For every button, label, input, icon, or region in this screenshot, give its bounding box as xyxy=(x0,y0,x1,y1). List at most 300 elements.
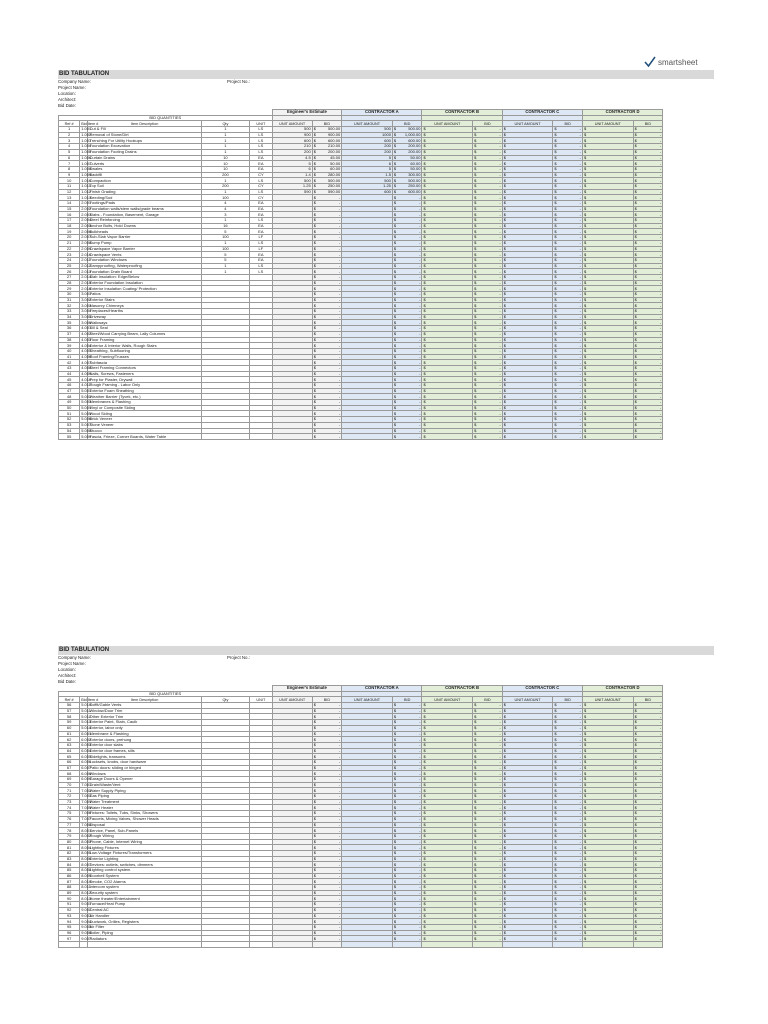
contractor-c-unit-amount[interactable]: $ xyxy=(502,868,553,874)
contractor-a-unit-amount[interactable]: 200 xyxy=(342,149,393,155)
contractor-d-unit-amount[interactable]: $ xyxy=(582,172,633,178)
estimate-unit-amount[interactable]: 4.5 xyxy=(272,155,312,161)
contractor-b-unit-amount[interactable]: $ xyxy=(422,274,473,280)
contractor-b-unit-amount[interactable]: $ xyxy=(422,754,473,760)
contractor-b-unit-amount[interactable]: $ xyxy=(422,206,473,212)
contractor-a-unit-amount[interactable]: 1000 xyxy=(342,132,393,138)
contractor-c-unit-amount[interactable]: $ xyxy=(502,913,553,919)
contractor-c-unit-amount[interactable]: $ xyxy=(502,178,553,184)
contractor-d-unit-amount[interactable]: $ xyxy=(582,377,633,383)
contractor-d-unit-amount[interactable]: $ xyxy=(582,862,633,868)
contractor-c-unit-amount[interactable]: $ xyxy=(502,195,553,201)
contractor-b-unit-amount[interactable]: $ xyxy=(422,765,473,771)
contractor-d-unit-amount[interactable]: $ xyxy=(582,720,633,726)
contractor-b-unit-amount[interactable]: $ xyxy=(422,833,473,839)
contractor-d-unit-amount[interactable]: $ xyxy=(582,845,633,851)
contractor-b-unit-amount[interactable]: $ xyxy=(422,377,473,383)
contractor-a-unit-amount[interactable]: 5 xyxy=(342,166,393,172)
contractor-c-unit-amount[interactable]: $ xyxy=(502,737,553,743)
contractor-d-unit-amount[interactable]: $ xyxy=(582,856,633,862)
contractor-d-unit-amount[interactable]: $ xyxy=(582,731,633,737)
contractor-b-unit-amount[interactable]: $ xyxy=(422,725,473,731)
contractor-c-unit-amount[interactable]: $ xyxy=(502,240,553,246)
contractor-d-unit-amount[interactable]: $ xyxy=(582,417,633,423)
estimate-unit-amount[interactable]: 5 xyxy=(272,161,312,167)
contractor-d-unit-amount[interactable]: $ xyxy=(582,144,633,150)
contractor-d-unit-amount[interactable]: $ xyxy=(582,725,633,731)
estimate-unit-amount[interactable]: 500 xyxy=(272,127,312,133)
contractor-c-unit-amount[interactable]: $ xyxy=(502,885,553,891)
contractor-c-unit-amount[interactable]: $ xyxy=(502,822,553,828)
contractor-b-unit-amount[interactable]: $ xyxy=(422,371,473,377)
contractor-c-unit-amount[interactable]: $ xyxy=(502,902,553,908)
contractor-c-unit-amount[interactable]: $ xyxy=(502,331,553,337)
contractor-b-unit-amount[interactable]: $ xyxy=(422,320,473,326)
contractor-d-unit-amount[interactable]: $ xyxy=(582,229,633,235)
contractor-d-unit-amount[interactable]: $ xyxy=(582,890,633,896)
contractor-c-unit-amount[interactable]: $ xyxy=(502,229,553,235)
contractor-b-unit-amount[interactable]: $ xyxy=(422,816,473,822)
contractor-d-unit-amount[interactable]: $ xyxy=(582,348,633,354)
contractor-c-unit-amount[interactable]: $ xyxy=(502,314,553,320)
contractor-d-unit-amount[interactable]: $ xyxy=(582,703,633,709)
contractor-b-unit-amount[interactable]: $ xyxy=(422,799,473,805)
contractor-b-unit-amount[interactable]: $ xyxy=(422,178,473,184)
contractor-b-unit-amount[interactable]: $ xyxy=(422,331,473,337)
estimate-unit-amount[interactable]: 900 xyxy=(272,132,312,138)
contractor-b-unit-amount[interactable]: $ xyxy=(422,337,473,343)
contractor-a-unit-amount[interactable]: 200 xyxy=(342,144,393,150)
contractor-c-unit-amount[interactable]: $ xyxy=(502,714,553,720)
contractor-c-unit-amount[interactable]: $ xyxy=(502,845,553,851)
contractor-c-unit-amount[interactable]: $ xyxy=(502,274,553,280)
contractor-c-unit-amount[interactable]: $ xyxy=(502,777,553,783)
contractor-b-unit-amount[interactable]: $ xyxy=(422,189,473,195)
contractor-a-unit-amount[interactable]: 6 xyxy=(342,161,393,167)
contractor-b-unit-amount[interactable]: $ xyxy=(422,195,473,201)
contractor-b-unit-amount[interactable]: $ xyxy=(422,252,473,258)
contractor-b-unit-amount[interactable]: $ xyxy=(422,172,473,178)
estimate-unit-amount[interactable]: 1.25 xyxy=(272,183,312,189)
estimate-unit-amount[interactable]: 500 xyxy=(272,178,312,184)
contractor-b-unit-amount[interactable]: $ xyxy=(422,777,473,783)
contractor-c-unit-amount[interactable]: $ xyxy=(502,252,553,258)
contractor-c-unit-amount[interactable]: $ xyxy=(502,343,553,349)
contractor-d-unit-amount[interactable]: $ xyxy=(582,771,633,777)
contractor-b-unit-amount[interactable]: $ xyxy=(422,229,473,235)
contractor-b-unit-amount[interactable]: $ xyxy=(422,936,473,942)
contractor-c-unit-amount[interactable]: $ xyxy=(502,127,553,133)
contractor-c-unit-amount[interactable]: $ xyxy=(502,703,553,709)
contractor-c-unit-amount[interactable]: $ xyxy=(502,263,553,269)
contractor-b-unit-amount[interactable]: $ xyxy=(422,166,473,172)
contractor-b-unit-amount[interactable]: $ xyxy=(422,280,473,286)
contractor-d-bid[interactable] xyxy=(633,434,663,440)
contractor-b-unit-amount[interactable]: $ xyxy=(422,839,473,845)
contractor-b-unit-amount[interactable]: $ xyxy=(422,383,473,389)
contractor-b-unit-amount[interactable]: $ xyxy=(422,223,473,229)
contractor-c-unit-amount[interactable]: $ xyxy=(502,309,553,315)
contractor-c-unit-amount[interactable]: $ xyxy=(502,879,553,885)
contractor-d-unit-amount[interactable]: $ xyxy=(582,839,633,845)
contractor-d-unit-amount[interactable]: $ xyxy=(582,183,633,189)
contractor-c-unit-amount[interactable]: $ xyxy=(502,862,553,868)
contractor-d-unit-amount[interactable]: $ xyxy=(582,708,633,714)
contractor-d-unit-amount[interactable]: $ xyxy=(582,737,633,743)
contractor-d-unit-amount[interactable]: $ xyxy=(582,794,633,800)
contractor-b-unit-amount[interactable]: $ xyxy=(422,212,473,218)
contractor-c-unit-amount[interactable]: $ xyxy=(502,132,553,138)
contractor-b-unit-amount[interactable]: $ xyxy=(422,161,473,167)
contractor-d-unit-amount[interactable]: $ xyxy=(582,405,633,411)
contractor-d-unit-amount[interactable]: $ xyxy=(582,411,633,417)
contractor-d-unit-amount[interactable]: $ xyxy=(582,365,633,371)
contractor-b-unit-amount[interactable]: $ xyxy=(422,257,473,263)
contractor-b-unit-amount[interactable]: $ xyxy=(422,411,473,417)
contractor-d-unit-amount[interactable]: $ xyxy=(582,394,633,400)
contractor-c-unit-amount[interactable]: $ xyxy=(502,754,553,760)
contractor-d-unit-amount[interactable]: $ xyxy=(582,297,633,303)
contractor-b-unit-amount[interactable]: $ xyxy=(422,788,473,794)
contractor-c-unit-amount[interactable]: $ xyxy=(502,212,553,218)
contractor-d-unit-amount[interactable]: $ xyxy=(582,924,633,930)
contractor-c-unit-amount[interactable]: $ xyxy=(502,742,553,748)
contractor-b-unit-amount[interactable]: $ xyxy=(422,132,473,138)
contractor-c-unit-amount[interactable]: $ xyxy=(502,765,553,771)
contractor-b-unit-amount[interactable]: $ xyxy=(422,235,473,241)
contractor-d-unit-amount[interactable]: $ xyxy=(582,833,633,839)
contractor-c-unit-amount[interactable]: $ xyxy=(502,924,553,930)
contractor-c-unit-amount[interactable]: $ xyxy=(502,411,553,417)
contractor-b-unit-amount[interactable]: $ xyxy=(422,828,473,834)
contractor-c-unit-amount[interactable]: $ xyxy=(502,799,553,805)
contractor-b-unit-amount[interactable]: $ xyxy=(422,138,473,144)
contractor-c-unit-amount[interactable]: $ xyxy=(502,811,553,817)
contractor-c-unit-amount[interactable]: $ xyxy=(502,873,553,879)
contractor-b-unit-amount[interactable]: $ xyxy=(422,924,473,930)
contractor-c-unit-amount[interactable]: $ xyxy=(502,839,553,845)
contractor-d-unit-amount[interactable]: $ xyxy=(582,166,633,172)
contractor-c-unit-amount[interactable]: $ xyxy=(502,782,553,788)
contractor-d-unit-amount[interactable]: $ xyxy=(582,714,633,720)
contractor-d-unit-amount[interactable]: $ xyxy=(582,388,633,394)
contractor-b-unit-amount[interactable]: $ xyxy=(422,822,473,828)
contractor-d-unit-amount[interactable]: $ xyxy=(582,748,633,754)
contractor-a-unit-amount[interactable] xyxy=(342,941,393,947)
contractor-b-bid[interactable] xyxy=(473,434,503,440)
contractor-d-unit-amount[interactable]: $ xyxy=(582,331,633,337)
contractor-a-unit-amount[interactable]: 500 xyxy=(342,178,393,184)
contractor-d-unit-amount[interactable]: $ xyxy=(582,902,633,908)
contractor-c-bid[interactable] xyxy=(553,434,583,440)
contractor-c-unit-amount[interactable]: $ xyxy=(502,297,553,303)
contractor-b-unit-amount[interactable]: $ xyxy=(422,714,473,720)
estimate-unit-amount[interactable]: 1.4 xyxy=(272,172,312,178)
contractor-b-unit-amount[interactable]: $ xyxy=(422,811,473,817)
contractor-c-unit-amount[interactable]: $ xyxy=(502,794,553,800)
contractor-d-unit-amount[interactable]: $ xyxy=(582,206,633,212)
contractor-c-unit-amount[interactable]: $ xyxy=(502,337,553,343)
contractor-c-unit-amount[interactable]: $ xyxy=(502,280,553,286)
contractor-d-unit-amount[interactable]: $ xyxy=(582,212,633,218)
contractor-b-unit-amount[interactable]: $ xyxy=(422,782,473,788)
contractor-d-unit-amount[interactable]: $ xyxy=(582,873,633,879)
contractor-c-unit-amount[interactable]: $ xyxy=(502,936,553,942)
contractor-d-unit-amount[interactable]: $ xyxy=(582,337,633,343)
contractor-c-unit-amount[interactable]: $ xyxy=(502,218,553,224)
contractor-d-unit-amount[interactable]: $ xyxy=(582,885,633,891)
contractor-d-unit-amount[interactable]: $ xyxy=(582,161,633,167)
contractor-c-unit-amount[interactable]: $ xyxy=(502,896,553,902)
contractor-c-unit-amount[interactable]: $ xyxy=(502,720,553,726)
contractor-c-unit-amount[interactable]: $ xyxy=(502,708,553,714)
contractor-d-unit-amount[interactable]: $ xyxy=(582,257,633,263)
contractor-c-unit-amount[interactable]: $ xyxy=(502,428,553,434)
contractor-b-unit-amount[interactable]: $ xyxy=(422,303,473,309)
contractor-d-unit-amount[interactable]: $ xyxy=(582,320,633,326)
contractor-c-unit-amount[interactable]: $ xyxy=(502,434,553,440)
contractor-d-unit-amount[interactable]: $ xyxy=(582,269,633,275)
contractor-b-unit-amount[interactable]: $ xyxy=(422,144,473,150)
contractor-b-unit-amount[interactable]: $ xyxy=(422,127,473,133)
contractor-d-unit-amount[interactable]: $ xyxy=(582,132,633,138)
contractor-b-unit-amount[interactable]: $ xyxy=(422,286,473,292)
contractor-c-unit-amount[interactable]: $ xyxy=(502,833,553,839)
estimate-unit-amount[interactable]: 200 xyxy=(272,149,312,155)
estimate-unit-amount[interactable] xyxy=(272,941,312,947)
contractor-d-unit-amount[interactable]: $ xyxy=(582,868,633,874)
estimate-unit-amount[interactable]: 6 xyxy=(272,166,312,172)
contractor-b-unit-amount[interactable]: $ xyxy=(422,394,473,400)
contractor-c-unit-amount[interactable]: $ xyxy=(502,930,553,936)
contractor-a-unit-amount[interactable]: 500 xyxy=(342,127,393,133)
contractor-b-unit-amount[interactable]: $ xyxy=(422,292,473,298)
contractor-c-unit-amount[interactable]: $ xyxy=(502,365,553,371)
contractor-b-unit-amount[interactable]: $ xyxy=(422,737,473,743)
contractor-b-unit-amount[interactable]: $ xyxy=(422,703,473,709)
contractor-c-unit-amount[interactable]: $ xyxy=(502,206,553,212)
contractor-a-unit-amount[interactable]: 1.25 xyxy=(342,183,393,189)
contractor-c-unit-amount[interactable]: $ xyxy=(502,383,553,389)
contractor-b-unit-amount[interactable]: $ xyxy=(422,326,473,332)
contractor-c-unit-amount[interactable]: $ xyxy=(502,816,553,822)
contractor-d-unit-amount[interactable]: $ xyxy=(582,155,633,161)
contractor-d-unit-amount[interactable]: $ xyxy=(582,816,633,822)
contractor-d-unit-amount[interactable]: $ xyxy=(582,178,633,184)
contractor-c-unit-amount[interactable]: $ xyxy=(502,856,553,862)
contractor-d-unit-amount[interactable]: $ xyxy=(582,434,633,440)
contractor-d-unit-amount[interactable]: $ xyxy=(582,896,633,902)
contractor-b-unit-amount[interactable]: $ xyxy=(422,771,473,777)
contractor-c-unit-amount[interactable]: $ xyxy=(502,292,553,298)
contractor-b-unit-amount[interactable]: $ xyxy=(422,240,473,246)
contractor-c-unit-amount[interactable]: $ xyxy=(502,731,553,737)
contractor-d-unit-amount[interactable]: $ xyxy=(582,218,633,224)
contractor-d-unit-amount[interactable]: $ xyxy=(582,263,633,269)
contractor-d-unit-amount[interactable]: $ xyxy=(582,799,633,805)
contractor-c-unit-amount[interactable]: $ xyxy=(502,166,553,172)
contractor-d-unit-amount[interactable]: $ xyxy=(582,326,633,332)
contractor-c-unit-amount[interactable]: $ xyxy=(502,303,553,309)
contractor-b-unit-amount[interactable]: $ xyxy=(422,856,473,862)
contractor-c-unit-amount[interactable]: $ xyxy=(502,183,553,189)
estimate-unit-amount[interactable]: 210 xyxy=(272,144,312,150)
contractor-c-unit-amount[interactable]: $ xyxy=(502,320,553,326)
contractor-b-unit-amount[interactable]: $ xyxy=(422,759,473,765)
contractor-d-unit-amount[interactable]: $ xyxy=(582,936,633,942)
contractor-c-unit-amount[interactable]: $ xyxy=(502,394,553,400)
contractor-b-unit-amount[interactable]: $ xyxy=(422,155,473,161)
contractor-a-unit-amount[interactable]: 1.5 xyxy=(342,172,393,178)
contractor-b-unit-amount[interactable]: $ xyxy=(422,417,473,423)
contractor-c-unit-amount[interactable]: $ xyxy=(502,286,553,292)
contractor-d-unit-amount[interactable]: $ xyxy=(582,223,633,229)
contractor-c-unit-amount[interactable]: $ xyxy=(502,748,553,754)
contractor-b-unit-amount[interactable]: $ xyxy=(422,748,473,754)
contractor-a-unit-amount[interactable] xyxy=(342,434,393,440)
contractor-d-unit-amount[interactable]: $ xyxy=(582,765,633,771)
contractor-b-unit-amount[interactable]: $ xyxy=(422,862,473,868)
contractor-c-unit-amount[interactable]: $ xyxy=(502,246,553,252)
estimate-unit-amount[interactable]: 590 xyxy=(272,189,312,195)
contractor-b-unit-amount[interactable]: $ xyxy=(422,907,473,913)
contractor-d-unit-amount[interactable]: $ xyxy=(582,782,633,788)
contractor-b-unit-amount[interactable]: $ xyxy=(422,890,473,896)
contractor-d-unit-amount[interactable]: $ xyxy=(582,383,633,389)
contractor-b-unit-amount[interactable]: $ xyxy=(422,885,473,891)
contractor-c-unit-amount[interactable]: $ xyxy=(502,354,553,360)
contractor-d-unit-amount[interactable]: $ xyxy=(582,360,633,366)
contractor-d-unit-amount[interactable]: $ xyxy=(582,828,633,834)
contractor-c-unit-amount[interactable]: $ xyxy=(502,422,553,428)
contractor-c-unit-amount[interactable]: $ xyxy=(502,850,553,856)
contractor-d-unit-amount[interactable]: $ xyxy=(582,754,633,760)
contractor-d-unit-amount[interactable]: $ xyxy=(582,913,633,919)
contractor-d-unit-amount[interactable]: $ xyxy=(582,788,633,794)
contractor-c-unit-amount[interactable]: $ xyxy=(502,890,553,896)
contractor-d-unit-amount[interactable]: $ xyxy=(582,274,633,280)
contractor-d-unit-amount[interactable]: $ xyxy=(582,371,633,377)
contractor-d-unit-amount[interactable]: $ xyxy=(582,280,633,286)
contractor-c-unit-amount[interactable]: $ xyxy=(502,144,553,150)
contractor-d-unit-amount[interactable]: $ xyxy=(582,235,633,241)
contractor-b-unit-amount[interactable]: $ xyxy=(422,868,473,874)
contractor-c-unit-amount[interactable]: $ xyxy=(502,172,553,178)
contractor-c-unit-amount[interactable]: $ xyxy=(502,269,553,275)
contractor-d-unit-amount[interactable]: $ xyxy=(582,850,633,856)
contractor-d-unit-amount[interactable]: $ xyxy=(582,428,633,434)
contractor-c-unit-amount[interactable]: $ xyxy=(502,189,553,195)
contractor-a-bid[interactable] xyxy=(392,434,422,440)
contractor-b-unit-amount[interactable]: $ xyxy=(422,263,473,269)
contractor-b-unit-amount[interactable]: $ xyxy=(422,246,473,252)
contractor-d-unit-amount[interactable]: $ xyxy=(582,240,633,246)
contractor-c-unit-amount[interactable]: $ xyxy=(502,805,553,811)
contractor-b-unit-amount[interactable]: $ xyxy=(422,805,473,811)
contractor-c-unit-amount[interactable]: $ xyxy=(502,201,553,207)
contractor-b-unit-amount[interactable]: $ xyxy=(422,388,473,394)
contractor-d-unit-amount[interactable]: $ xyxy=(582,138,633,144)
contractor-d-unit-amount[interactable]: $ xyxy=(582,314,633,320)
contractor-b-unit-amount[interactable]: $ xyxy=(422,201,473,207)
contractor-d-unit-amount[interactable]: $ xyxy=(582,742,633,748)
contractor-c-unit-amount[interactable]: $ xyxy=(502,417,553,423)
contractor-c-unit-amount[interactable]: $ xyxy=(502,360,553,366)
contractor-b-unit-amount[interactable]: $ xyxy=(422,269,473,275)
contractor-b-unit-amount[interactable]: $ xyxy=(422,845,473,851)
contractor-d-unit-amount[interactable]: $ xyxy=(582,422,633,428)
contractor-b-unit-amount[interactable]: $ xyxy=(422,348,473,354)
contractor-c-unit-amount[interactable]: $ xyxy=(502,400,553,406)
contractor-c-unit-amount[interactable]: $ xyxy=(502,828,553,834)
contractor-c-unit-amount[interactable]: $ xyxy=(502,788,553,794)
contractor-d-unit-amount[interactable]: $ xyxy=(582,811,633,817)
contractor-d-unit-amount[interactable]: $ xyxy=(582,919,633,925)
contractor-c-unit-amount[interactable]: $ xyxy=(502,725,553,731)
contractor-c-unit-amount[interactable]: $ xyxy=(502,235,553,241)
contractor-b-unit-amount[interactable]: $ xyxy=(422,405,473,411)
contractor-b-unit-amount[interactable]: $ xyxy=(422,314,473,320)
contractor-b-unit-amount[interactable]: $ xyxy=(422,873,473,879)
contractor-d-unit-amount[interactable]: $ xyxy=(582,907,633,913)
contractor-c-unit-amount[interactable]: $ xyxy=(502,907,553,913)
contractor-d-unit-amount[interactable]: $ xyxy=(582,822,633,828)
contractor-c-unit-amount[interactable]: $ xyxy=(502,388,553,394)
contractor-c-unit-amount[interactable]: $ xyxy=(502,223,553,229)
contractor-d-unit-amount[interactable]: $ xyxy=(582,252,633,258)
contractor-d-unit-amount[interactable]: $ xyxy=(582,354,633,360)
contractor-d-unit-amount[interactable]: $ xyxy=(582,777,633,783)
contractor-b-unit-amount[interactable]: $ xyxy=(422,297,473,303)
contractor-c-unit-amount[interactable]: $ xyxy=(502,919,553,925)
contractor-d-unit-amount[interactable]: $ xyxy=(582,805,633,811)
contractor-d-unit-amount[interactable]: $ xyxy=(582,201,633,207)
contractor-b-unit-amount[interactable]: $ xyxy=(422,183,473,189)
contractor-c-unit-amount[interactable]: $ xyxy=(502,257,553,263)
contractor-c-unit-amount[interactable]: $ xyxy=(502,326,553,332)
contractor-c-unit-amount[interactable]: $ xyxy=(502,149,553,155)
contractor-b-unit-amount[interactable]: $ xyxy=(422,400,473,406)
contractor-d-unit-amount[interactable]: $ xyxy=(582,343,633,349)
contractor-d-unit-amount[interactable]: $ xyxy=(582,246,633,252)
contractor-b-unit-amount[interactable]: $ xyxy=(422,720,473,726)
contractor-b-unit-amount[interactable]: $ xyxy=(422,794,473,800)
contractor-b-unit-amount[interactable]: $ xyxy=(422,742,473,748)
contractor-d-unit-amount[interactable]: $ xyxy=(582,879,633,885)
contractor-d-unit-amount[interactable]: $ xyxy=(582,286,633,292)
contractor-b-unit-amount[interactable]: $ xyxy=(422,930,473,936)
contractor-d-unit-amount[interactable]: $ xyxy=(582,195,633,201)
contractor-b-unit-amount[interactable]: $ xyxy=(422,879,473,885)
estimate-unit-amount[interactable]: 600 xyxy=(272,138,312,144)
contractor-d-unit-amount[interactable]: $ xyxy=(582,149,633,155)
contractor-b-unit-amount[interactable]: $ xyxy=(422,428,473,434)
contractor-b-unit-amount[interactable]: $ xyxy=(422,902,473,908)
contractor-b-unit-amount[interactable]: $ xyxy=(422,708,473,714)
contractor-b-unit-amount[interactable]: $ xyxy=(422,434,473,440)
contractor-b-unit-amount[interactable]: $ xyxy=(422,913,473,919)
contractor-c-unit-amount[interactable]: $ xyxy=(502,371,553,377)
contractor-a-unit-amount[interactable]: 5 xyxy=(342,155,393,161)
contractor-b-unit-amount[interactable]: $ xyxy=(422,896,473,902)
contractor-d-unit-amount[interactable]: $ xyxy=(582,400,633,406)
contractor-d-unit-amount[interactable]: $ xyxy=(582,759,633,765)
contractor-b-unit-amount[interactable]: $ xyxy=(422,360,473,366)
contractor-d-unit-amount[interactable]: $ xyxy=(582,292,633,298)
contractor-d-unit-amount[interactable]: $ xyxy=(582,930,633,936)
estimate-bid[interactable] xyxy=(312,434,341,440)
contractor-d-unit-amount[interactable]: $ xyxy=(582,303,633,309)
